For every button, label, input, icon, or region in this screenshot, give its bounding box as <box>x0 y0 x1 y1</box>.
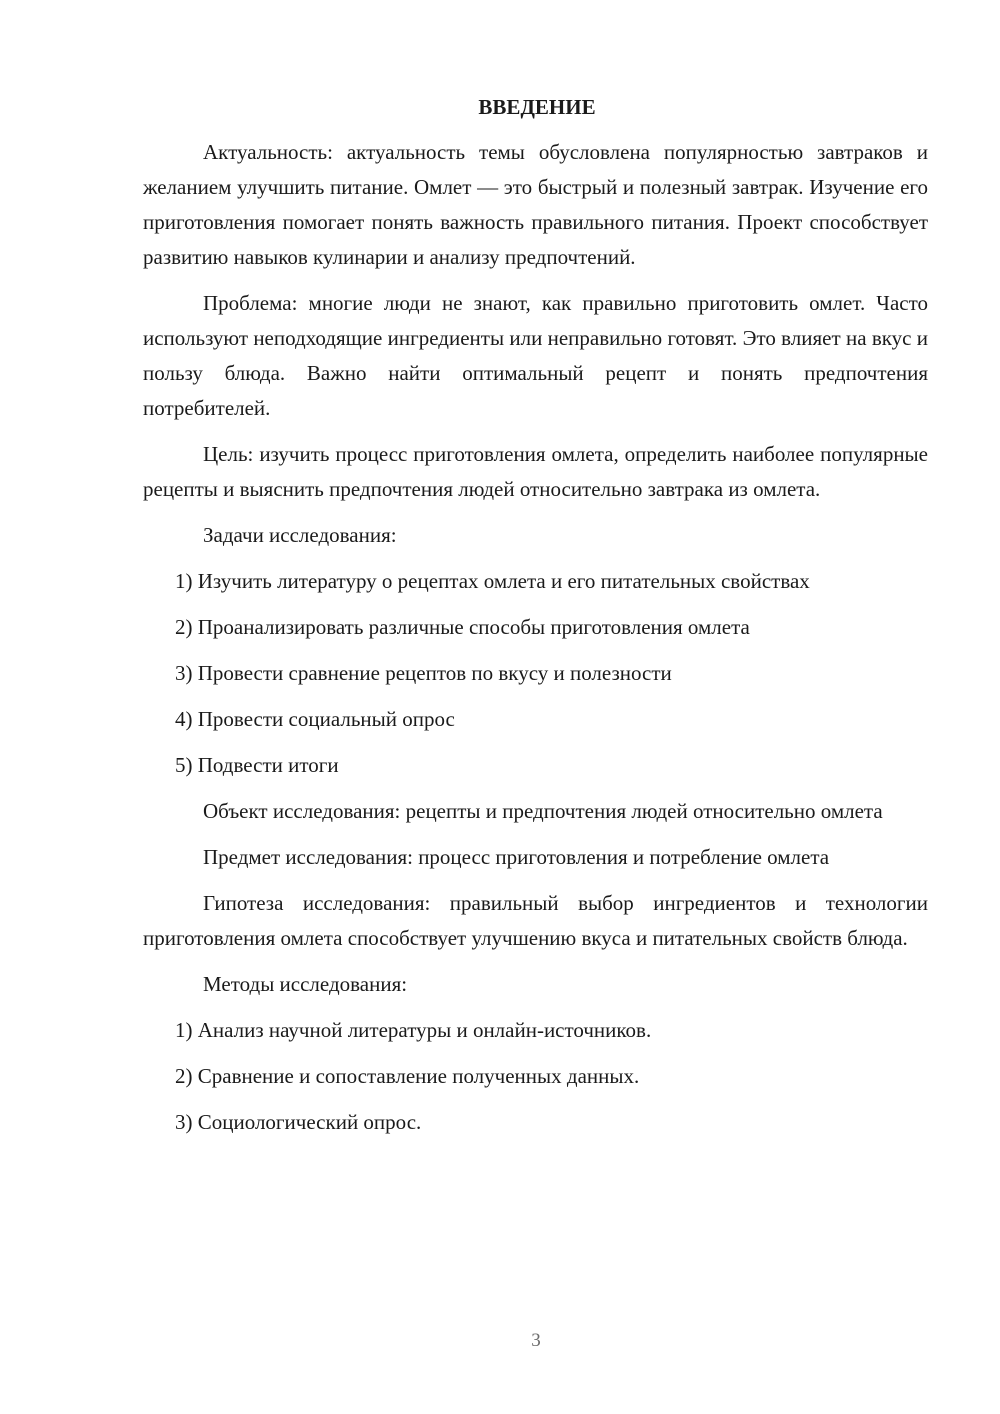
methods-heading: Методы исследования: <box>203 972 408 996</box>
task-item: 2) Проанализировать различные способы приготовления омлета <box>175 615 750 639</box>
task-item: 3) Провести сравнение рецептов по вкусу и полезности <box>175 661 672 685</box>
method-item: 3) Социологический опрос. <box>175 1110 422 1134</box>
subject-paragraph: Предмет исследования: процесс приготовления и потребление омлета <box>203 845 830 869</box>
document-page <box>143 90 928 1151</box>
page-title: ВВЕДЕНИЕ <box>478 95 596 119</box>
method-item: 2) Сравнение и сопоставление полученных данных. <box>175 1064 640 1088</box>
method-item: 1) Анализ научной литературы и онлайн-источников. <box>175 1018 652 1042</box>
hypothesis-paragraph: Гипотеза исследования: правильный выбор ингредиентов и технологии приготовления омлета способствует улучшению вкуса и питательных свойств блюда. <box>143 891 928 950</box>
relevance-paragraph: Актуальность: актуальность темы обусловлена популярностью завтраков и желанием улучшить питание. Омлет — это быстрый и полезный завтрак. Изучение его приготовления помогает понять важность правильного питания. Проект способствует развитию навыков кулинарии и анализу предпочтений. <box>143 140 928 269</box>
object-paragraph: Объект исследования: рецепты и предпочтения людей относительно омлета <box>203 799 883 823</box>
task-item: 4) Провести социальный опрос <box>175 707 455 731</box>
goal-paragraph: Цель: изучить процесс приготовления омлета, определить наиболее популярные рецепты и выяснить предпочтения людей относительно завтрака из омлета. <box>143 442 928 501</box>
task-item: 5) Подвести итоги <box>175 753 339 777</box>
page-number: 3 <box>531 1330 541 1351</box>
problem-paragraph: Проблема: многие люди не знают, как правильно приготовить омлет. Часто используют неподходящие ингредиенты или неправильно готовят. Это влияет на вкус и пользу блюда. Важно найти оптимальный рецепт и понять предпочтения потребителей. <box>143 291 928 420</box>
task-item: 1) Изучить литературу о рецептах омлета и его питательных свойствах <box>175 569 810 593</box>
tasks-heading: Задачи исследования: <box>203 523 397 547</box>
